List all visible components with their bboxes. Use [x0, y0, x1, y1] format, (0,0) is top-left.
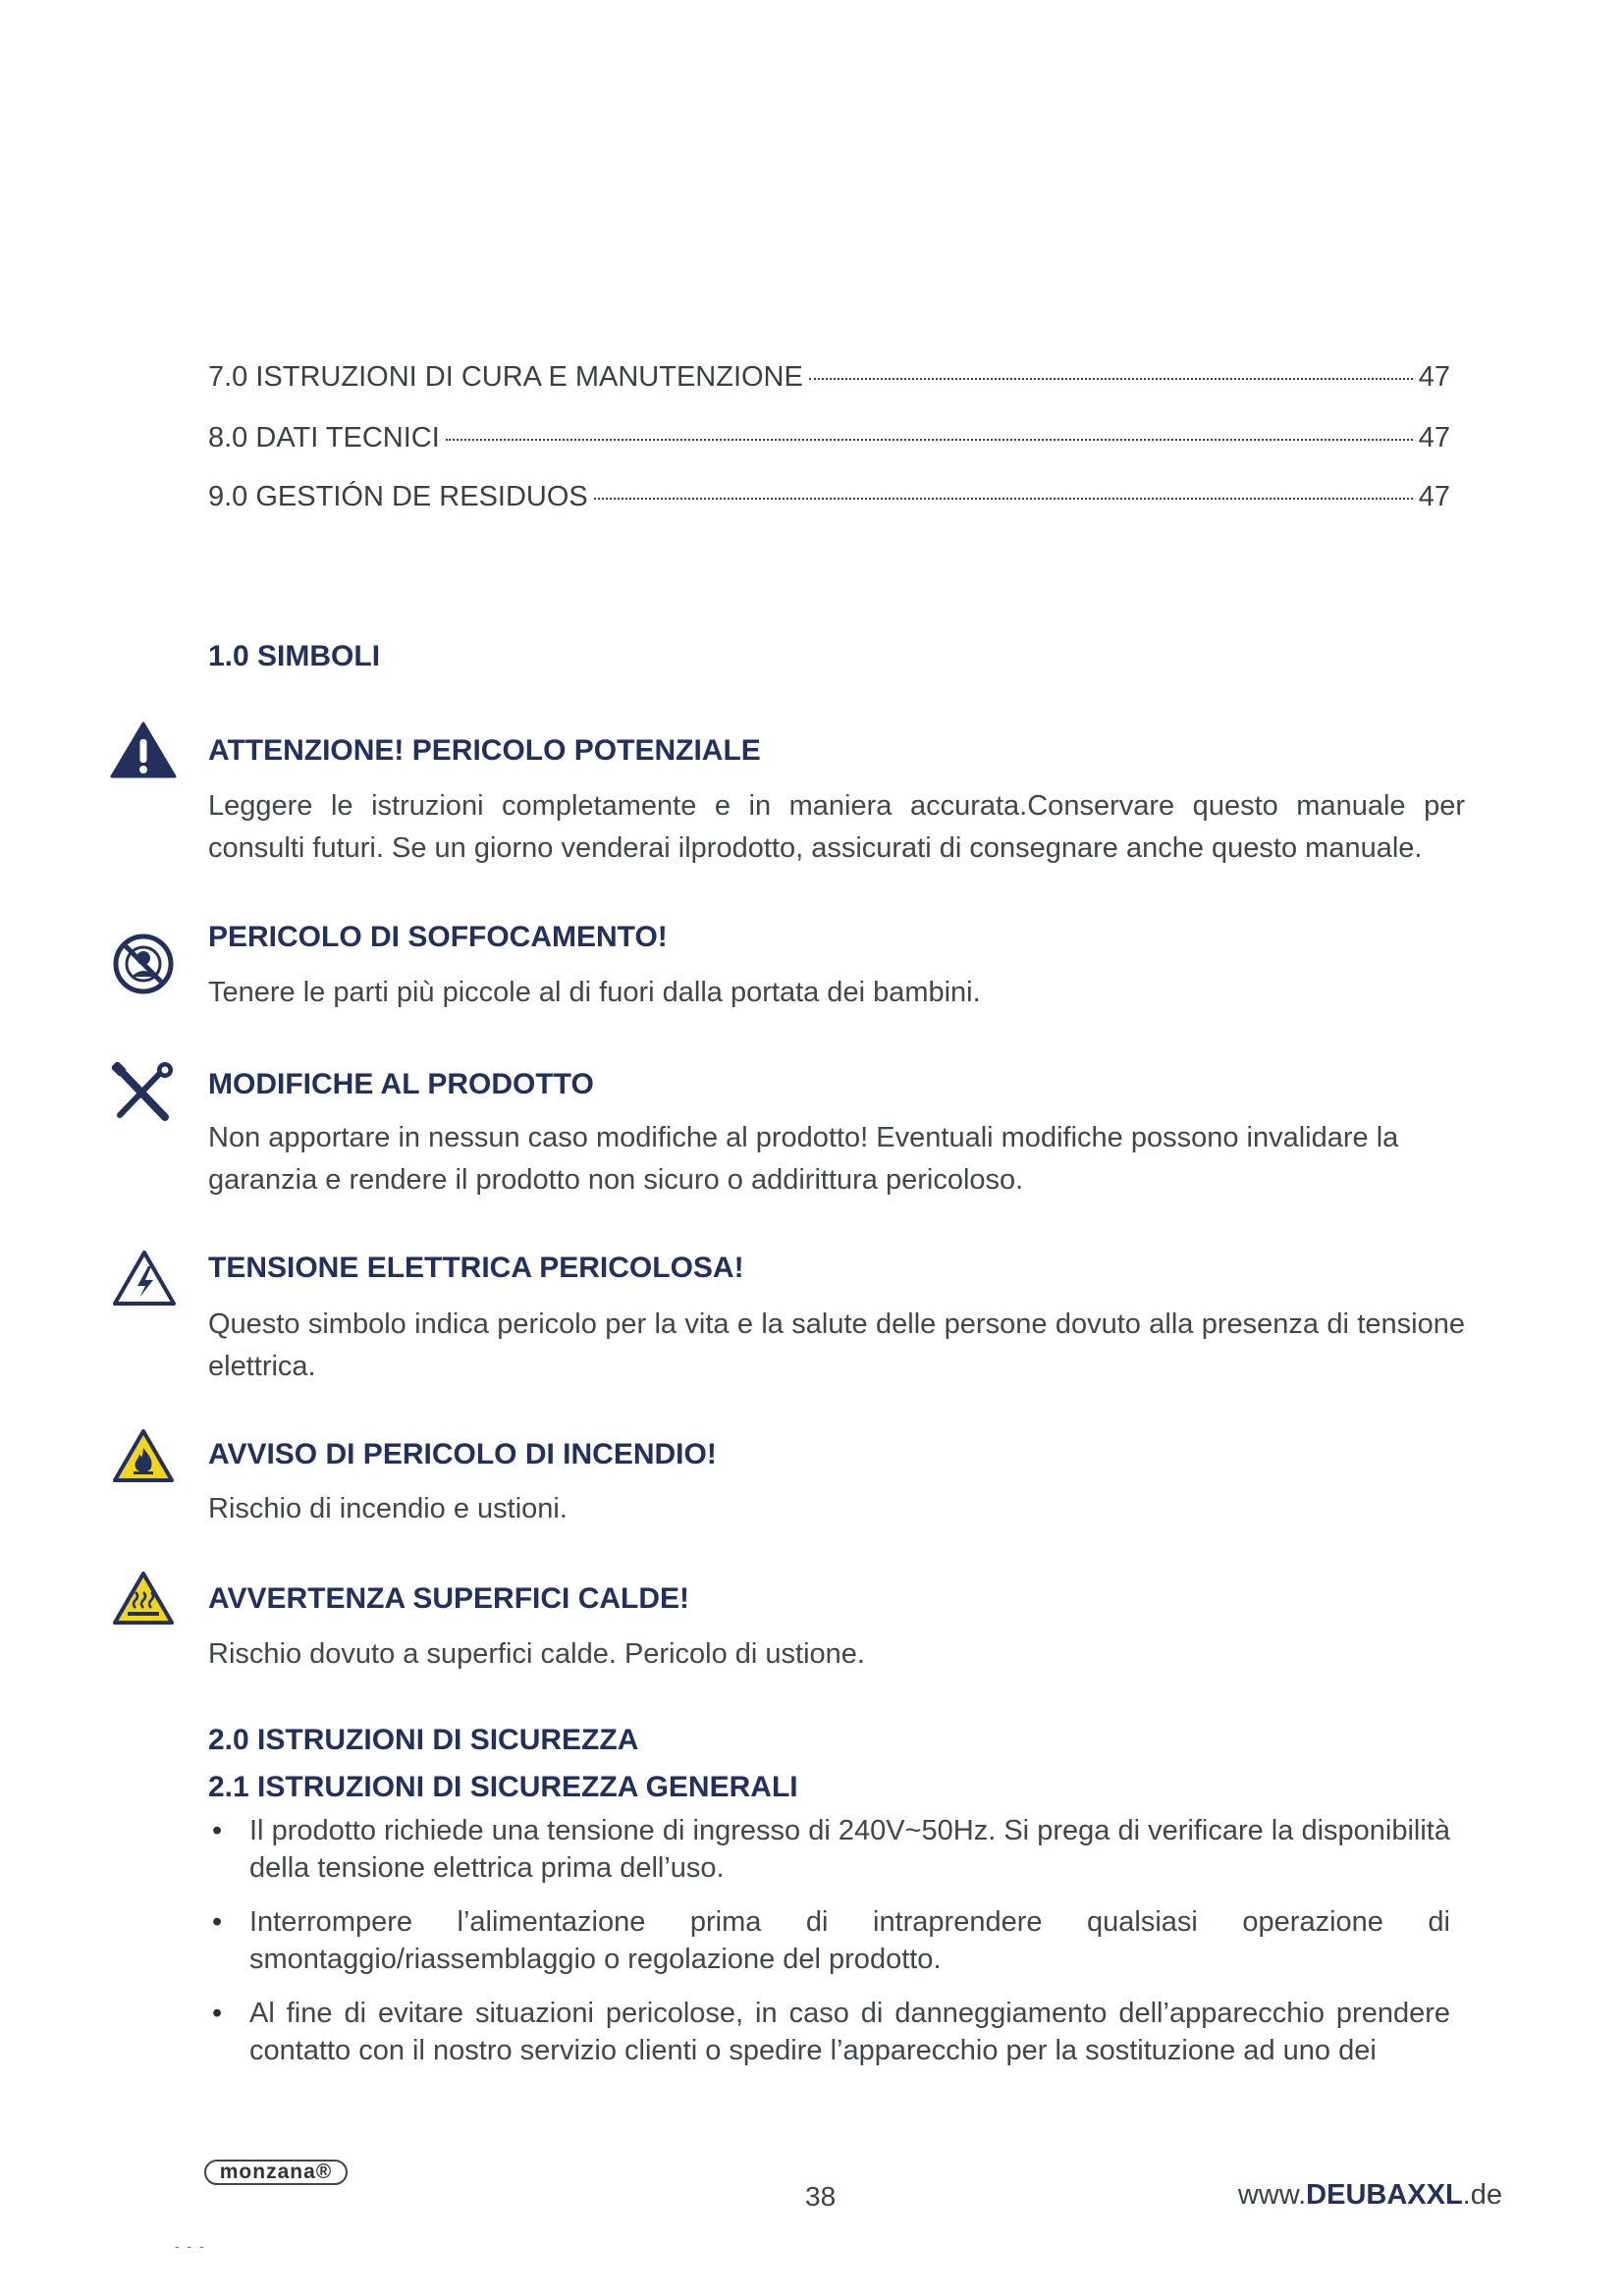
toc-leader-dots: [809, 378, 1413, 380]
symbol-title: PERICOLO DI SOFFOCAMENTO!: [208, 921, 668, 953]
toc-entry[interactable]: [208, 422, 1450, 454]
symbol-title: ATTENZIONE! PERICOLO POTENZIALE: [208, 734, 761, 767]
toc-title: 8.0 DATI TECNICI: [208, 422, 440, 454]
website-prefix: www.: [1237, 2179, 1307, 2211]
symbol-title: AVVERTENZA SUPERFICI CALDE!: [208, 1582, 690, 1615]
symbol-description: Non apportare in nessun caso modifiche al prodotto! Eventuali modifiche possono invalidare la garanzia e rendere il prodotto non sicuro o addirittura pericoloso.: [208, 1122, 1399, 1196]
fire-hazard-icon: [112, 1428, 175, 1483]
page-number: 38: [805, 2181, 837, 2212]
toc-page: 47: [1418, 481, 1450, 512]
footer-marks: - - -: [175, 2238, 206, 2254]
toc-title: 7.0 ISTRUZIONI DI CURA E MANUTENZIONE: [208, 361, 803, 393]
symbol-title: AVVISO DI PERICOLO DI INCENDIO!: [208, 1438, 717, 1470]
electric-hazard-icon: [112, 1249, 177, 1308]
subsection-heading-sicurezza-generali: 2.1 ISTRUZIONI DI SICUREZZA GENERALI: [208, 1771, 798, 1803]
toc-title: 9.0 GESTIÓN DE RESIDUOS: [208, 481, 588, 512]
symbol-description: Questo simbolo indica pericolo per la vita e la salute delle persone dovuto alla presenza di tensione elettrica.: [208, 1308, 1465, 1382]
list-item: • Al fine di evitare situazioni pericolose, in caso di danneggiamento dell’apparecchio prendere contatto con il nostro servizio clienti o spedire l’apparecchio per la sostituzione ad uno dei: [208, 1995, 1450, 2069]
section-heading-simboli: 1.0 SIMBOLI: [208, 640, 381, 672]
website-suffix: .de: [1462, 2179, 1502, 2211]
toc-entry[interactable]: [208, 481, 1450, 513]
list-item: • Il prodotto richiede una tensione di ingresso di 240V~50Hz. Si prega di verificare la disponibilità della tensione elettrica prima dell’uso.: [208, 1812, 1450, 1887]
safety-bullet-list: [208, 1812, 1450, 2086]
symbol-description: Tenere le parti più piccole al di fuori dalla portata dei bambini.: [208, 977, 981, 1008]
symbol-title: MODIFICHE AL PRODOTTO: [208, 1068, 594, 1100]
brand-logo: monzana®: [204, 2160, 348, 2185]
symbol-description: Rischio dovuto a superfici calde. Pericolo di ustione.: [208, 1638, 865, 1670]
toc-page: 47: [1418, 422, 1450, 454]
toc-leader-dots: [594, 498, 1413, 500]
symbol-description: Leggere le istruzioni completamente e in maniera accurata.Conservare questo manuale per consulti futuri. Se un giorno venderai ilprodotto, assicurati di consegnare anche questo manuale.: [208, 790, 1465, 864]
warning-triangle-icon: [110, 721, 177, 779]
wrench-screwdriver-icon: [110, 1062, 175, 1123]
website-link[interactable]: [1238, 2179, 1502, 2212]
symbol-title: TENSIONE ELETTRICA PERICOLOSA!: [208, 1252, 744, 1284]
hot-surface-icon: [112, 1571, 175, 1626]
toc-page: 47: [1418, 361, 1450, 393]
symbol-description: Rischio di incendio e ustioni.: [208, 1493, 568, 1524]
section-heading-sicurezza: 2.0 ISTRUZIONI DI SICUREZZA: [208, 1724, 639, 1756]
suffocation-hazard-icon: [112, 933, 175, 995]
list-item: • Interrompere l’alimentazione prima di intraprendere qualsiasi operazione di smontaggio/riassemblaggio o regolazione del prodotto.: [208, 1903, 1450, 1978]
toc-entry[interactable]: [208, 361, 1450, 394]
toc-leader-dots: [446, 439, 1413, 441]
website-brand: DEUBAXXL: [1306, 2179, 1463, 2211]
